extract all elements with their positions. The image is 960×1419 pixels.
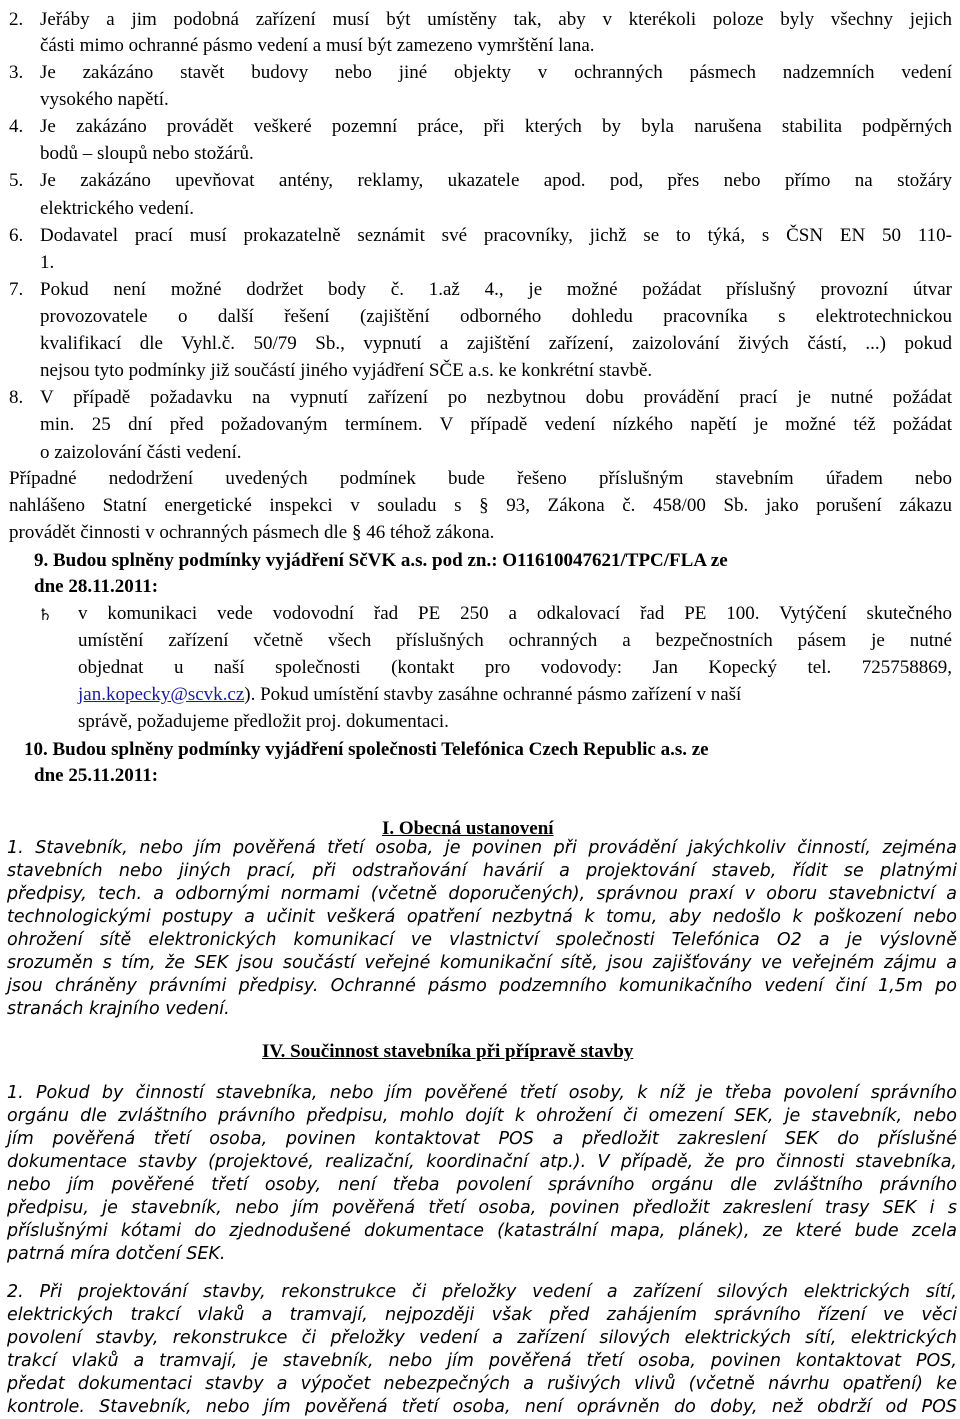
item-text-line: Je zakázáno upevňovat antény, reklamy, ukazatele apod. pod, přes nebo přímo na stožáry (40, 170, 952, 191)
bullet-text-line: v komunikaci vede vodovodní řad PE 250 a odkalovací řad PE 100. Vytýčení skutečného (78, 603, 952, 624)
item-text-line: Jeřáby a jim podobná zařízení musí být umístěny tak, aby v kterékoli poloze byly všechny jejich (40, 9, 952, 30)
item-number: 5. (9, 170, 24, 191)
item-text-line: o zaizolování části vedení. (40, 442, 242, 463)
item-number: 3. (9, 62, 24, 83)
closing-paragraph-line: provádět činnosti v ochranných pásmech dle § 46 téhož zákona. (9, 522, 495, 543)
section4-p1-line: příslušnými kótami do zjednodušené dokumentace (katastrální mapa, plánek), ze které bude zcela (7, 1221, 957, 1241)
section4-p1-line: patrná míra dotčení SEK. (7, 1244, 226, 1264)
section1-line: předpisy, tech. a odbornými normami (včetně doporučených), správnou praxí v oboru stavebnictví a (7, 884, 957, 904)
section1-line: stavebních nebo jiných prací, při odstraňování havárií a projektování staveb, řídit se platnými (7, 861, 957, 881)
item-text-line: nejsou tyto podmínky již součástí jiného vyjádření SČE a.s. ke konkrétní stavbě. (40, 360, 653, 381)
section1-line: ohrožení sítě elektronických komunikací ve vlastnictví společnosti Telefónica O2 a je výslovně (7, 930, 957, 950)
item-text-line: Je zakázáno stavět budovy nebo jiné objekty v ochranných pásmech nadzemních vedení (40, 62, 952, 83)
section1-line: stranách krajního vedení. (7, 999, 230, 1019)
section4-p1-line: orgánu dle zvláštního právního předpisu, mohlo dojít k ohrožení či omezení SEK, je stavebník, nebo (7, 1106, 957, 1126)
section1-line: jsou chráněny právními předpisy. Ochranné pásmo podzemního komunikačního vedení činí 1,5m po (7, 976, 957, 996)
item-number: 4. (9, 116, 24, 137)
email-link[interactable]: jan.kopecky@scvk.cz (78, 684, 245, 705)
item-text-line: bodů – sloupů nebo stožárů. (40, 143, 254, 164)
bullet-email-line (78, 685, 952, 705)
section4-p2-line: kontrole. Stavebník, nebo jím pověřená třetí osoba, není oprávněn do doby, než obdrží od POS (7, 1397, 957, 1417)
item-number: 2. (9, 9, 24, 30)
section4-p2-line: předat dokumentaci stavby a výpočet nebezpečných a rušivých vlivů (včetně návrhu opatření) ke (7, 1374, 957, 1394)
section4-p1-line: jím pověřená třetí osoba, povinen kontaktovat POS a předložit zakreslení SEK do příslušné (7, 1129, 957, 1149)
item-text-line: Je zakázáno provádět veškeré pozemní práce, při kterých by byla narušena stabilita podpěrných (40, 116, 952, 137)
item-text-line: V případě požadavku na vypnutí zařízení po nezbytnou dobu provádění prací je nutné požádat (40, 387, 952, 408)
item-text-line: provozovatele o další řešení (zajištění odborného dohledu pracovníka s elektrotechnickou (40, 306, 952, 327)
email-wrapper (78, 685, 741, 705)
item-number: 6. (9, 225, 24, 246)
section4-p1-line: dokumentace stavby (projektové, realizační, koordinační atp.). V případě, že pro činnosti stavebníka, (7, 1152, 957, 1172)
heading-9: 9. Budou splněny podmínky vyjádření SčVK a.s. pod zn.: O11610047621/TPC/FLA ze (34, 550, 728, 571)
bullet-last-line: správě, požadujeme předložit proj. dokumentaci. (78, 711, 449, 732)
bullet-icon: ♄ (38, 605, 53, 624)
closing-paragraph-line: Případné nedodržení uvedených podmínek bude řešeno příslušným stavebním úřadem nebo (9, 468, 952, 489)
bullet-text-line: umístění zařízení včetně všech příslušných ochranných a bezpečnostních pásem je nutné (78, 630, 952, 651)
section1-line: 1. Stavebník, nebo jím pověřená třetí osoba, je povinen při provádění jakýchkoliv činností, zejména (7, 838, 957, 858)
section4-p1-line: nebo jím pověřené třetí osoby, není třeba povolení správního orgánu dle zvláštního právního (7, 1175, 957, 1195)
section4-p2-line: trakcí vlaků a tramvají, je stavebník, nebo jím pověřená třetí osoba, povinen kontaktovat POS, (7, 1351, 957, 1371)
heading-9-date: dne 28.11.2011: (34, 576, 159, 597)
section4-p2-line: povolení stavby, rekonstrukce či přeložky vedení a zařízení silových elektrických sítí, elektrických (7, 1328, 957, 1348)
section1-line: technologickými postupy a učinit veškerá opatření nezbytná k tomu, aby nedošlo k poškození nebo (7, 907, 957, 927)
section4-p1-line: předpisu, je stavebník, nebo jím pověřená třetí osoba, povinen předložit zakreslení trasy SEK i s (7, 1198, 957, 1218)
item-text-line: Pokud není možné dodržet body č. 1.až 4., je možné požádat příslušný provozní útvar (40, 279, 952, 300)
item-text-line: Dodavatel prací musí prokazatelně seznámit své pracovníky, jichž se to týká, s ČSN EN 50 110- (40, 225, 952, 246)
section4-p1-line: 1. Pokud by činností stavebníka, nebo jím pověřené třetí osoby, k níž je třeba povolení správního (7, 1083, 957, 1103)
item-text-line: 1. (40, 252, 55, 273)
section1-line: srozuměn s tím, že SEK jsou součástí veřejné komunikační sítě, jsou zajišťovány ve veřejném zájmu a (7, 953, 957, 973)
closing-paragraph-line: nahlášeno Statní energetické inspekci v souladu s § 93, Zákona č. 458/00 Sb. jako porušení zákazu (9, 495, 952, 516)
heading-10-date: dne 25.11.2011: (34, 765, 159, 786)
item-number: 8. (9, 387, 24, 408)
section-title-obecna: I. Obecná ustanovení (382, 818, 554, 839)
email-after-text: ). Pokud umístění stavby zasáhne ochranné pásmo zařízení v naší (244, 684, 742, 705)
item-text-line: vysokého napětí. (40, 89, 169, 110)
bullet-text-line: objednat u naší společnosti (kontakt pro vodovody: Jan Kopecký tel. 725758869, (78, 657, 952, 678)
section4-p2-line: elektrických trakcí vlaků a tramvají, nejpozději však před zahájením správního řízení ve věci (7, 1305, 957, 1325)
item-text-line: min. 25 dní před požadovaným termínem. V případě vedení nízkého napětí je možné též požádat (40, 414, 952, 435)
item-number: 7. (9, 279, 24, 300)
section4-p2-line: 2. Při projektování stavby, rekonstrukce či přeložky vedení a zařízení silových elektrických sítí, (7, 1282, 957, 1302)
section-title-soucinnost: IV. Součinnost stavebníka při přípravě stavby (262, 1041, 634, 1062)
heading-10: 10. Budou splněny podmínky vyjádření společnosti Telefónica Czech Republic a.s. ze (24, 739, 709, 760)
item-text-line: elektrického vedení. (40, 198, 195, 219)
item-text-line: kvalifikací dle Vyhl.č. 50/79 Sb., vypnutí a zajištění zařízení, zaizolování živých částí, ...) pokud (40, 333, 952, 354)
item-text-line: části mimo ochranné pásmo vedení a musí být zamezeno vymrštění lana. (40, 35, 595, 56)
